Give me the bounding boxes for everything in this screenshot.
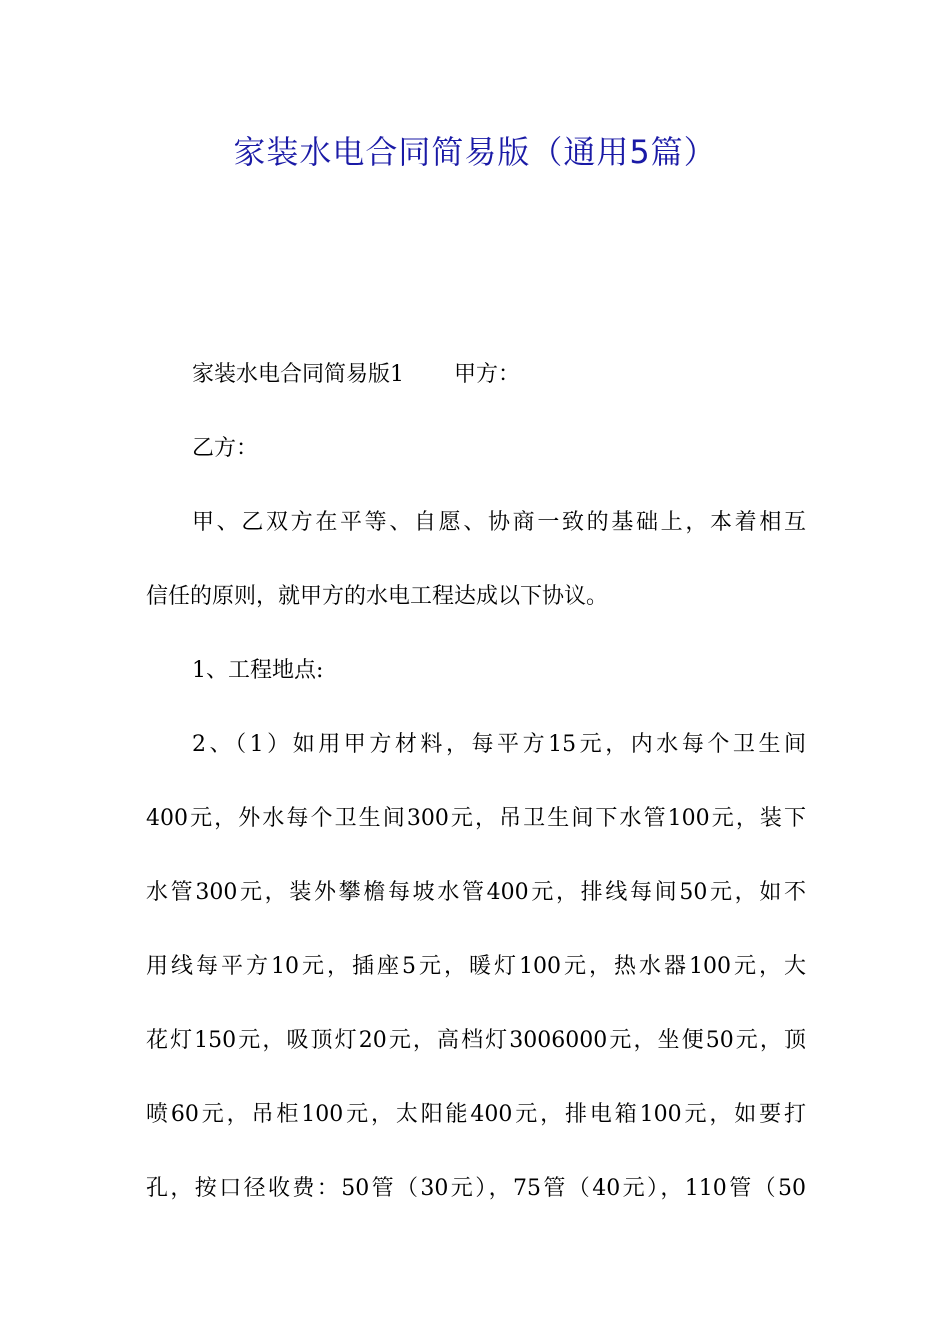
party-b-label: 乙方： bbox=[192, 436, 259, 461]
item-2-line: 400元，外水每个卫生间300元，吊卫生间下水管100元，装下 bbox=[146, 806, 806, 831]
heading-line bbox=[146, 338, 806, 412]
item-2-line: 喷60元，吊柜100元，太阳能400元，排电箱100元，如要打 bbox=[146, 1102, 806, 1127]
item-2-line: 用线每平方10元，插座5元，暖灯100元，热水器100元，大 bbox=[146, 954, 806, 979]
item-2-line: 水管300元，装外攀檐每坡水管400元，排线每间50元，如不 bbox=[146, 880, 806, 905]
document-body bbox=[146, 338, 806, 1226]
document-title: 家装水电合同简易版（通用5篇） bbox=[233, 133, 717, 171]
item-1-location: 1、工程地点: bbox=[192, 658, 324, 683]
intro-line-2: 信任的原则，就甲方的水电工程达成以下协议。 bbox=[146, 584, 609, 609]
item-2-line: 2、（1）如用甲方材料，每平方15元，内水每个卫生间 bbox=[192, 732, 806, 757]
contract-heading: 家装水电合同简易版1 bbox=[192, 362, 404, 387]
item-2-line: 孔，按口径收费：50管（30元），75管（40元），110管（50 bbox=[146, 1176, 806, 1201]
intro-line-1: 甲、乙双方在平等、自愿、协商一致的基础上，本着相互 bbox=[192, 510, 806, 535]
party-a-label: 甲方： bbox=[454, 362, 521, 387]
item-2-line: 花灯150元，吸顶灯20元，高档灯3006000元，坐便50元，顶 bbox=[146, 1028, 806, 1053]
